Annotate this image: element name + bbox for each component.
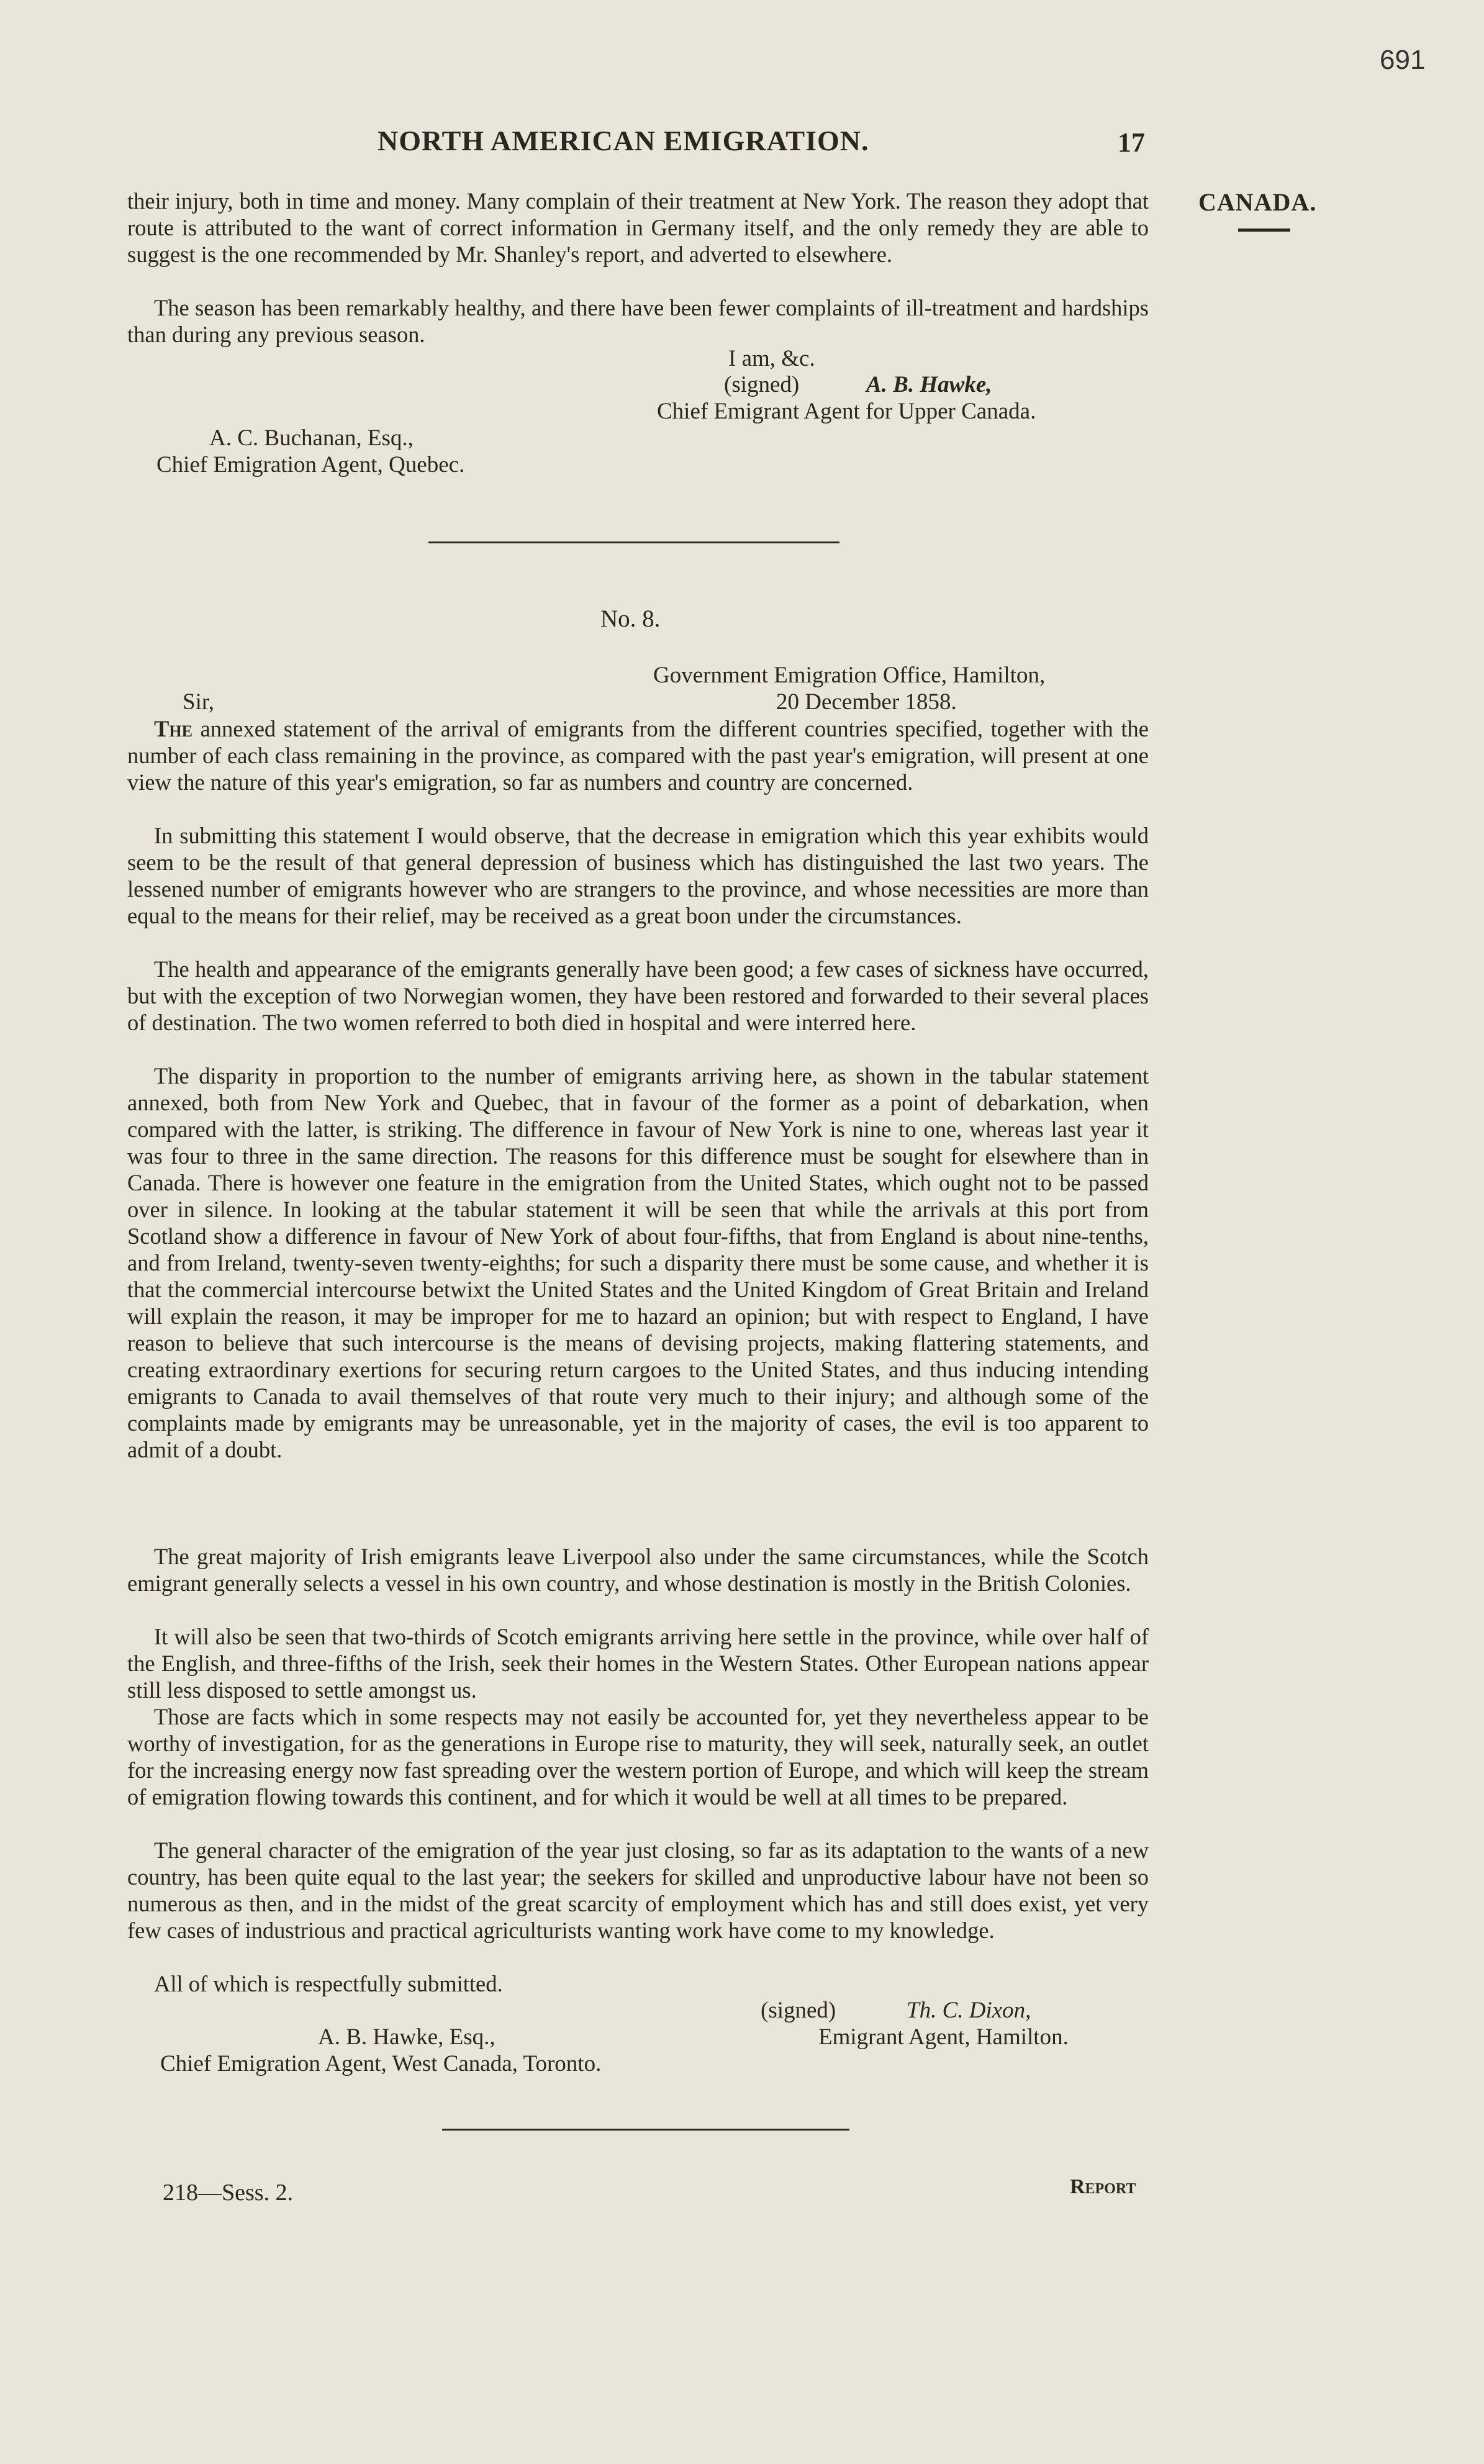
letter2-signer-title: Emigrant Agent, Hamilton. [818,2024,1069,2050]
letter1-closing: I am, &c. [728,346,815,371]
letter1-signer-title: Chief Emigrant Agent for Upper Canada. [657,399,1036,424]
letter2-paragraph-2: In submitting this statement I would observe, that the decrease in emigration which this year exhibits would seem to be the result of that general depression of business which has distinguished the last two years. The lessened number of emigrants however who are strangers to the province, and whose necessities are more than equal to the means for their relief, may be received as a great boon under the circumstances. [127,823,1149,928]
letter2-paragraph-9: All of which is respectfully submitted. [154,1971,503,1996]
letter1-signed-label: (signed) [724,372,800,397]
section-divider [428,541,839,543]
letter2-addressee-name: A. B. Hawke, Esq., [318,2024,495,2050]
letter1-addressee-title: Chief Emigration Agent, Quebec. [156,452,465,478]
letter2-paragraph-6: It will also be seen that two-thirds of Scotch emigrants arriving here settle in the province, while over half of the English, and three-fifths of the Irish, seek their homes in the Western States. Other European nations appear still less disposed to settle amongst us. [127,1624,1149,1703]
letter2-p1-lead: The [154,716,192,741]
stamp-page-number: 691 [1380,45,1426,75]
letter2-paragraph-1 [127,715,1149,795]
session-number: 218—Sess. 2. [163,2180,294,2206]
letter1-signature-text: A. B. Hawke, [866,372,992,397]
letter1-addressee-name: A. C. Buchanan, Esq., [209,425,414,451]
margin-note: CANADA. [1198,188,1317,216]
section-divider-bottom [442,2129,849,2131]
letter2-paragraph-4: The disparity in proportion to the number of emigrants arriving here, as shown in the tabular statement annexed, both from New York and Quebec, that in favour of the former as a point of debarkation, when compared with the latter, is striking. The difference in favour of New York is nine to one, whereas last year it was four to three in the same direction. The reasons for this difference must be sought for elsewhere than in Canada. There is however one feature in the emigration from the United States, which ought not to be passed over in silence. In looking at the tabular statement it will be seen that while the arrivals at this port from Scotland show a difference in favour of New York of about four-fifths, that from England is about nine-tenths, and from Ireland, twenty-seven twenty-eighths; for such a disparity there must be some cause, and whether it is that the commercial intercourse betwixt the United States and the United Kingdom of Great Britain and Ireland will explain the reason, it may be improper for me to hazard an opinion; but with respect to England, I have reason to believe that such intercourse is the means of devising projects, making flattering statements, and creating extraordinary exertions for securing return cargoes to the United States, and thus inducing intending emigrants to Canada to avail themselves of that route very much to their injury; and although some of the complaints made by emigrants may be unreasonable, yet in the majority of cases, the evil is too apparent to admit of a doubt. [127,1063,1149,1462]
letter2-date: 20 December 1858. [776,689,957,715]
letter2-addressee-title: Chief Emigration Agent, West Canada, Toronto. [160,2051,602,2077]
letter1-continuation: their injury, both in time and money. Many complain of their treatment at New York. The reason they adopt that route is attributed to the want of correct information in Germany itself, and the only remedy they are able to suggest is the one recommended by Mr. Shanley's report, and adverted to elsewhere. [127,188,1149,267]
catchword: Report [1070,2175,1136,2198]
running-header: NORTH AMERICAN EMIGRATION. [378,125,869,156]
letter2-signed-label: (signed) [761,1998,836,2023]
letter2-office: Government Emigration Office, Hamilton, [653,663,1046,688]
letter2-salutation: Sir, [183,689,214,715]
letter2-signature [907,1997,1031,2024]
letter2-paragraph-3: The health and appearance of the emigrants generally have been good; a few cases of sickness have occurred, but with the exception of two Norwegian women, they have been restored and forwarded to their several places of destination. The two women referred to both died in hospital and were interred here. [127,956,1149,1035]
letter2-number: No. 8. [600,605,661,632]
letter2-paragraph-5: The great majority of Irish emigrants leave Liverpool also under the same circumstances, while the Scotch emigrant generally selects a vessel in his own country, and whose destination is mostly in the British Colonies. [127,1544,1149,1596]
letter1-paragraph: The season has been remarkably healthy, and there have been fewer complaints of ill-treatment and hardships than during any previous season. [127,295,1149,347]
letter2-p1-text: annexed statement of the arrival of emigrants from the different countries specified, together with the number of each class remaining in the province, as compared with the past year's emigration, will present at one view the nature of this year's emigration, so far as numbers and country are concerned. [127,716,1149,795]
letter1-signature [866,371,992,398]
margin-note-rule [1238,229,1290,232]
page-number: 17 [1118,127,1145,158]
letter2-signature-text: Th. C. Dixon, [907,1998,1031,2023]
letter2-paragraph-7: Those are facts which in some respects may not easily be accounted for, yet they nevertheless appear to be worthy of investigation, for as the generations in Europe rise to maturity, they will seek, naturally seek, an outlet for the increasing energy now fast spreading over the western portion of Europe, and which will keep the stream of emigration flowing towards this continent, and for which it would be well at all times to be prepared. [127,1704,1149,1810]
letter2-paragraph-8: The general character of the emigration of the year just closing, so far as its adaptation to the wants of a new country, has been quite equal to the last year; the seekers for skilled and unproductive labour have not been so numerous as then, and in the midst of the great scarcity of employment which has and still does exist, yet very few cases of industrious and practical agriculturists wanting work have come to my knowledge. [127,1837,1149,1943]
